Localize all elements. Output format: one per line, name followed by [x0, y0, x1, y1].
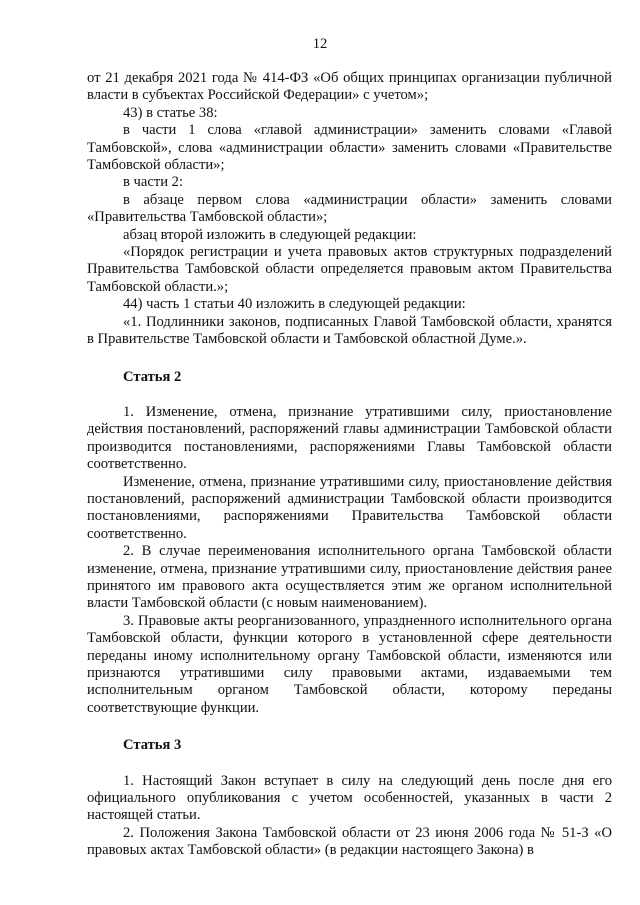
paragraph: 2. В случае переименования исполнительного органа Тамбовской области изменение, отмена, признание утратившими силу, приостановление действия ранее принятого им правового акта осуществляется этим же органом исполнительной власти Тамбовской области (с новым наименованием).	[87, 543, 612, 612]
article-2-heading: Статья 2	[123, 368, 182, 385]
document-body	[87, 70, 612, 860]
paragraph: «1. Подлинники законов, подписанных Главой Тамбовской области, хранятся в Правительстве Тамбовской области и Тамбовской областной Думе.».	[87, 313, 612, 348]
paragraph: в части 2:	[123, 174, 184, 191]
paragraph: 43) в статье 38:	[123, 104, 218, 121]
paragraph: 1. Изменение, отмена, признание утратившими силу, приостановление действия постановлений, распоряжений главы администрации Тамбовской области производится постановлениями, распоряжениями Главы Тамбовской области соответственно.	[87, 403, 612, 473]
page-number: 12	[312, 36, 328, 52]
paragraph: абзац второй изложить в следующей редакции:	[123, 226, 417, 243]
paragraph: 2. Положения Закона Тамбовской области от 23 июня 2006 года № 51-З «О правовых актах Тамбовской области» (в редакции настоящего Закона) в	[87, 824, 612, 859]
paragraph: «Порядок регистрации и учета правовых актов структурных подразделений Правительства Тамбовской области определяется правовым актом Правительства Тамбовской области.»;	[87, 244, 612, 295]
paragraph: 1. Настоящий Закон вступает в силу на следующий день после дня его официального опубликования с учетом особенностей, указанных в части 2 настоящей статьи.	[87, 772, 612, 824]
paragraph: в абзаце первом слова «администрации области» заменить словами «Правительства Тамбовской области»;	[87, 191, 612, 226]
paragraph: Изменение, отмена, признание утратившими силу, приостановление действия постановлений, распоряжений администрации Тамбовской области производится постановлениями, распоряжениями Правительства Тамбовской области соответственно.	[87, 473, 612, 542]
article-3-heading: Статья 3	[123, 737, 182, 754]
paragraph: 44) часть 1 статьи 40 изложить в следующей редакции:	[123, 296, 466, 313]
paragraph: от 21 декабря 2021 года № 414-ФЗ «Об общих принципах организации публичной власти в субъектах Российской Федерации» с учетом»;	[87, 70, 612, 104]
paragraph: 3. Правовые акты реорганизованного, упраздненного исполнительного органа Тамбовской области, функции которого в установленной сфере деятельности переданы иному исполнительному органу Тамбовской области, изменяются или признаются утратившими силу правовыми актами, издаваемыми тем исполнительным органом Тамбовской области, которому переданы соответствующие функции.	[87, 612, 612, 716]
paragraph: в части 1 слова «главой администрации» заменить словами «Главой Тамбовской», слова «администрации области» заменить словами «Правительстве Тамбовской области»;	[87, 122, 612, 174]
